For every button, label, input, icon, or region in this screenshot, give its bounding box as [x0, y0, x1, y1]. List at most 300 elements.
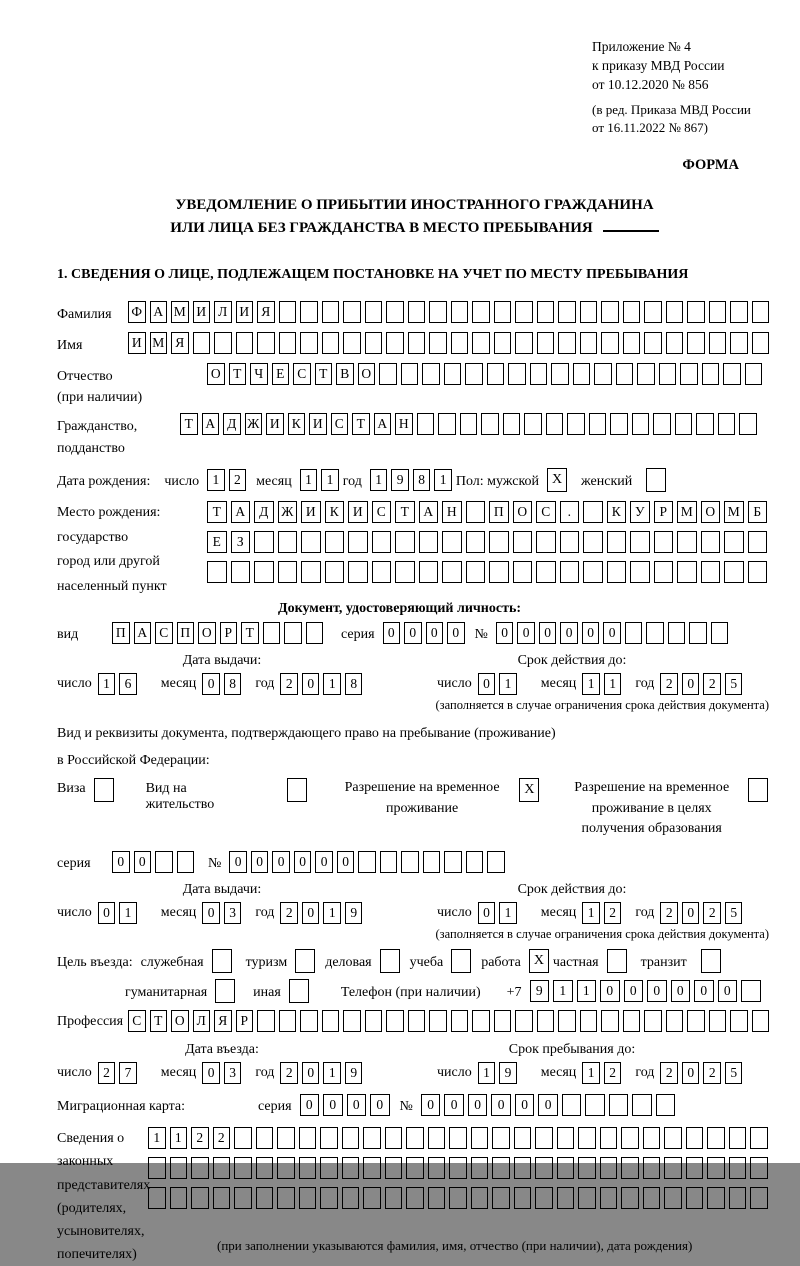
char-cell[interactable]: 1: [499, 902, 517, 924]
char-cell[interactable]: [653, 413, 671, 435]
char-cell[interactable]: 1: [323, 1062, 341, 1084]
char-cell[interactable]: 1: [434, 469, 452, 491]
char-cell[interactable]: [385, 1187, 403, 1209]
char-cell[interactable]: 0: [682, 1062, 700, 1084]
char-cell[interactable]: [644, 332, 662, 354]
identity-issue-year[interactable]: [280, 673, 366, 695]
char-cell[interactable]: [94, 778, 114, 802]
identity-issue-day[interactable]: [98, 673, 141, 695]
char-cell[interactable]: [513, 561, 533, 583]
char-cell[interactable]: К: [607, 501, 627, 523]
char-cell[interactable]: [578, 1127, 596, 1149]
char-cell[interactable]: 0: [98, 902, 116, 924]
char-cell[interactable]: С: [155, 622, 173, 644]
char-cell[interactable]: 2: [280, 902, 298, 924]
char-cell[interactable]: [395, 561, 415, 583]
char-cell[interactable]: [343, 332, 361, 354]
char-cell[interactable]: Д: [223, 413, 241, 435]
purpose-private-checkbox[interactable]: [607, 949, 631, 973]
representatives-row2-boxes[interactable]: [148, 1157, 772, 1179]
char-cell[interactable]: X: [529, 949, 549, 973]
char-cell[interactable]: 0: [112, 851, 130, 873]
char-cell[interactable]: К: [288, 413, 306, 435]
char-cell[interactable]: 0: [560, 622, 578, 644]
char-cell[interactable]: [535, 1187, 553, 1209]
char-cell[interactable]: [580, 1010, 598, 1032]
char-cell[interactable]: [654, 531, 674, 553]
char-cell[interactable]: [686, 1187, 704, 1209]
char-cell[interactable]: И: [236, 301, 254, 323]
char-cell[interactable]: [557, 1127, 575, 1149]
char-cell[interactable]: У: [630, 501, 650, 523]
char-cell[interactable]: 5: [725, 902, 743, 924]
char-cell[interactable]: [748, 561, 768, 583]
birthplace-row2-boxes[interactable]: [207, 531, 771, 553]
char-cell[interactable]: [750, 1187, 768, 1209]
char-cell[interactable]: Р: [236, 1010, 254, 1032]
char-cell[interactable]: [748, 778, 768, 802]
char-cell[interactable]: [471, 1157, 489, 1179]
char-cell[interactable]: [289, 979, 309, 1003]
representatives-row1-boxes[interactable]: [148, 1127, 772, 1149]
char-cell[interactable]: [428, 1157, 446, 1179]
char-cell[interactable]: А: [419, 501, 439, 523]
char-cell[interactable]: [609, 1094, 629, 1116]
char-cell[interactable]: 9: [530, 980, 550, 1002]
char-cell[interactable]: [299, 1127, 317, 1149]
char-cell[interactable]: А: [231, 501, 251, 523]
char-cell[interactable]: [551, 363, 569, 385]
char-cell[interactable]: Д: [254, 501, 274, 523]
char-cell[interactable]: [365, 301, 383, 323]
char-cell[interactable]: 0: [421, 1094, 441, 1116]
char-cell[interactable]: [487, 363, 505, 385]
identity-number-boxes[interactable]: [496, 622, 733, 644]
char-cell[interactable]: [395, 531, 415, 553]
char-cell[interactable]: [718, 413, 736, 435]
char-cell[interactable]: [750, 1157, 768, 1179]
char-cell[interactable]: [406, 1127, 424, 1149]
purpose-work-checkbox[interactable]: [529, 949, 553, 973]
char-cell[interactable]: [696, 413, 714, 435]
char-cell[interactable]: [170, 1187, 188, 1209]
char-cell[interactable]: [686, 1157, 704, 1179]
char-cell[interactable]: [578, 1157, 596, 1179]
char-cell[interactable]: 1: [170, 1127, 188, 1149]
char-cell[interactable]: [687, 1010, 705, 1032]
char-cell[interactable]: [594, 363, 612, 385]
char-cell[interactable]: [646, 468, 666, 492]
char-cell[interactable]: [342, 1127, 360, 1149]
char-cell[interactable]: [254, 531, 274, 553]
char-cell[interactable]: [386, 301, 404, 323]
char-cell[interactable]: [664, 1127, 682, 1149]
char-cell[interactable]: 1: [478, 1062, 496, 1084]
char-cell[interactable]: [535, 1127, 553, 1149]
char-cell[interactable]: [428, 1127, 446, 1149]
residence-issue-day[interactable]: [98, 902, 141, 924]
phone-boxes[interactable]: [530, 980, 765, 1002]
representatives-row3-boxes[interactable]: [148, 1187, 772, 1209]
char-cell[interactable]: А: [150, 301, 168, 323]
char-cell[interactable]: [600, 1187, 618, 1209]
char-cell[interactable]: 2: [98, 1062, 116, 1084]
char-cell[interactable]: [278, 561, 298, 583]
char-cell[interactable]: [750, 1127, 768, 1149]
char-cell[interactable]: [465, 363, 483, 385]
char-cell[interactable]: Л: [193, 1010, 211, 1032]
char-cell[interactable]: [300, 1010, 318, 1032]
char-cell[interactable]: 0: [202, 902, 220, 924]
char-cell[interactable]: [677, 561, 697, 583]
char-cell[interactable]: Я: [214, 1010, 232, 1032]
char-cell[interactable]: И: [193, 301, 211, 323]
char-cell[interactable]: [471, 1187, 489, 1209]
char-cell[interactable]: 8: [224, 673, 242, 695]
char-cell[interactable]: [689, 622, 707, 644]
char-cell[interactable]: [560, 561, 580, 583]
char-cell[interactable]: [419, 561, 439, 583]
char-cell[interactable]: [277, 1187, 295, 1209]
char-cell[interactable]: [449, 1187, 467, 1209]
char-cell[interactable]: А: [374, 413, 392, 435]
char-cell[interactable]: [752, 1010, 770, 1032]
char-cell[interactable]: [536, 561, 556, 583]
char-cell[interactable]: 2: [280, 1062, 298, 1084]
char-cell[interactable]: [254, 561, 274, 583]
char-cell[interactable]: [558, 332, 576, 354]
firstname-boxes[interactable]: [128, 332, 773, 354]
temp-residence-checkbox[interactable]: [519, 778, 543, 802]
char-cell[interactable]: [419, 531, 439, 553]
char-cell[interactable]: [207, 561, 227, 583]
char-cell[interactable]: [277, 1157, 295, 1179]
char-cell[interactable]: 2: [280, 673, 298, 695]
char-cell[interactable]: [632, 413, 650, 435]
char-cell[interactable]: [277, 1127, 295, 1149]
char-cell[interactable]: [372, 531, 392, 553]
char-cell[interactable]: [492, 1127, 510, 1149]
char-cell[interactable]: [449, 1127, 467, 1149]
char-cell[interactable]: [417, 413, 435, 435]
purpose-other-checkbox[interactable]: [289, 979, 313, 1003]
char-cell[interactable]: 0: [671, 980, 691, 1002]
char-cell[interactable]: Е: [207, 531, 227, 553]
char-cell[interactable]: [741, 980, 761, 1002]
char-cell[interactable]: [213, 1187, 231, 1209]
char-cell[interactable]: [408, 1010, 426, 1032]
identity-valid-day[interactable]: [478, 673, 521, 695]
char-cell[interactable]: [607, 561, 627, 583]
char-cell[interactable]: [257, 1010, 275, 1032]
char-cell[interactable]: [677, 531, 697, 553]
char-cell[interactable]: 2: [604, 902, 622, 924]
char-cell[interactable]: 9: [499, 1062, 517, 1084]
residence-permit-card-checkbox[interactable]: [287, 778, 311, 802]
char-cell[interactable]: А: [202, 413, 220, 435]
char-cell[interactable]: [513, 531, 533, 553]
char-cell[interactable]: [583, 501, 603, 523]
char-cell[interactable]: [578, 1187, 596, 1209]
char-cell[interactable]: 0: [447, 622, 465, 644]
char-cell[interactable]: 2: [660, 673, 678, 695]
char-cell[interactable]: [601, 1010, 619, 1032]
char-cell[interactable]: 9: [391, 469, 409, 491]
char-cell[interactable]: [562, 1094, 582, 1116]
char-cell[interactable]: [739, 413, 757, 435]
char-cell[interactable]: [745, 363, 763, 385]
identity-type-boxes[interactable]: [112, 622, 327, 644]
char-cell[interactable]: [668, 622, 686, 644]
char-cell[interactable]: [664, 1157, 682, 1179]
residence-issue-year[interactable]: [280, 902, 366, 924]
char-cell[interactable]: Я: [171, 332, 189, 354]
entry-year[interactable]: [280, 1062, 366, 1084]
char-cell[interactable]: [600, 1157, 618, 1179]
char-cell[interactable]: 1: [577, 980, 597, 1002]
char-cell[interactable]: [659, 363, 677, 385]
char-cell[interactable]: [724, 561, 744, 583]
char-cell[interactable]: [423, 851, 441, 873]
char-cell[interactable]: [408, 301, 426, 323]
char-cell[interactable]: [363, 1157, 381, 1179]
char-cell[interactable]: [656, 1094, 676, 1116]
char-cell[interactable]: 1: [300, 469, 318, 491]
char-cell[interactable]: [193, 332, 211, 354]
char-cell[interactable]: [451, 332, 469, 354]
char-cell[interactable]: 0: [444, 1094, 464, 1116]
char-cell[interactable]: [537, 332, 555, 354]
char-cell[interactable]: 0: [515, 1094, 535, 1116]
char-cell[interactable]: 0: [134, 851, 152, 873]
residence-valid-month[interactable]: [582, 902, 625, 924]
char-cell[interactable]: О: [198, 622, 216, 644]
visa-checkbox[interactable]: [94, 778, 118, 802]
birthplace-row1-boxes[interactable]: [207, 501, 771, 523]
char-cell[interactable]: 2: [660, 902, 678, 924]
char-cell[interactable]: 0: [538, 1094, 558, 1116]
char-cell[interactable]: 1: [207, 469, 225, 491]
char-cell[interactable]: [472, 1010, 490, 1032]
char-cell[interactable]: [666, 332, 684, 354]
char-cell[interactable]: [702, 363, 720, 385]
char-cell[interactable]: [701, 561, 721, 583]
char-cell[interactable]: Я: [257, 301, 275, 323]
char-cell[interactable]: 9: [345, 1062, 363, 1084]
char-cell[interactable]: [623, 332, 641, 354]
char-cell[interactable]: [530, 363, 548, 385]
char-cell[interactable]: [508, 363, 526, 385]
char-cell[interactable]: [492, 1157, 510, 1179]
char-cell[interactable]: 0: [582, 622, 600, 644]
char-cell[interactable]: 1: [148, 1127, 166, 1149]
char-cell[interactable]: [643, 1187, 661, 1209]
char-cell[interactable]: [380, 949, 400, 973]
char-cell[interactable]: Т: [315, 363, 333, 385]
char-cell[interactable]: [583, 561, 603, 583]
char-cell[interactable]: [752, 332, 770, 354]
char-cell[interactable]: [537, 1010, 555, 1032]
char-cell[interactable]: [363, 1187, 381, 1209]
char-cell[interactable]: [600, 1127, 618, 1149]
char-cell[interactable]: О: [171, 1010, 189, 1032]
char-cell[interactable]: [709, 1010, 727, 1032]
char-cell[interactable]: [343, 1010, 361, 1032]
birthdate-day-boxes[interactable]: [207, 469, 250, 491]
char-cell[interactable]: [385, 1127, 403, 1149]
char-cell[interactable]: [637, 363, 655, 385]
char-cell[interactable]: 0: [603, 622, 621, 644]
char-cell[interactable]: X: [547, 468, 567, 492]
char-cell[interactable]: [429, 1010, 447, 1032]
char-cell[interactable]: 2: [660, 1062, 678, 1084]
entry-month[interactable]: [202, 1062, 245, 1084]
patronymic-boxes[interactable]: [207, 363, 766, 385]
char-cell[interactable]: [320, 1157, 338, 1179]
char-cell[interactable]: [503, 413, 521, 435]
char-cell[interactable]: 1: [370, 469, 388, 491]
stay-year[interactable]: [660, 1062, 746, 1084]
char-cell[interactable]: [623, 301, 641, 323]
char-cell[interactable]: [148, 1187, 166, 1209]
char-cell[interactable]: [557, 1157, 575, 1179]
char-cell[interactable]: [666, 1010, 684, 1032]
char-cell[interactable]: С: [331, 413, 349, 435]
char-cell[interactable]: 2: [229, 469, 247, 491]
char-cell[interactable]: [215, 979, 235, 1003]
char-cell[interactable]: [385, 1157, 403, 1179]
char-cell[interactable]: С: [536, 501, 556, 523]
char-cell[interactable]: В: [336, 363, 354, 385]
char-cell[interactable]: 0: [370, 1094, 390, 1116]
char-cell[interactable]: 0: [294, 851, 312, 873]
char-cell[interactable]: [730, 301, 748, 323]
char-cell[interactable]: [675, 413, 693, 435]
char-cell[interactable]: 0: [682, 902, 700, 924]
char-cell[interactable]: [466, 561, 486, 583]
char-cell[interactable]: 8: [345, 673, 363, 695]
char-cell[interactable]: [214, 332, 232, 354]
char-cell[interactable]: 7: [119, 1062, 137, 1084]
char-cell[interactable]: [301, 561, 321, 583]
purpose-study-checkbox[interactable]: [451, 949, 475, 973]
char-cell[interactable]: Н: [395, 413, 413, 435]
char-cell[interactable]: [256, 1157, 274, 1179]
char-cell[interactable]: [701, 531, 721, 553]
birthdate-month-boxes[interactable]: [300, 469, 343, 491]
identity-series-boxes[interactable]: [383, 622, 469, 644]
char-cell[interactable]: X: [519, 778, 539, 802]
char-cell[interactable]: [365, 1010, 383, 1032]
char-cell[interactable]: [666, 301, 684, 323]
char-cell[interactable]: [729, 1157, 747, 1179]
char-cell[interactable]: 3: [224, 1062, 242, 1084]
char-cell[interactable]: [601, 301, 619, 323]
char-cell[interactable]: [306, 622, 324, 644]
char-cell[interactable]: 0: [694, 980, 714, 1002]
char-cell[interactable]: [537, 301, 555, 323]
residence-valid-year[interactable]: [660, 902, 746, 924]
char-cell[interactable]: [580, 332, 598, 354]
purpose-humanitarian-checkbox[interactable]: [215, 979, 239, 1003]
char-cell[interactable]: [460, 413, 478, 435]
char-cell[interactable]: [730, 332, 748, 354]
char-cell[interactable]: [177, 851, 195, 873]
char-cell[interactable]: [514, 1127, 532, 1149]
char-cell[interactable]: [558, 301, 576, 323]
char-cell[interactable]: [583, 531, 603, 553]
char-cell[interactable]: [557, 1187, 575, 1209]
char-cell[interactable]: [406, 1157, 424, 1179]
char-cell[interactable]: [632, 1094, 652, 1116]
char-cell[interactable]: [451, 949, 471, 973]
char-cell[interactable]: [325, 531, 345, 553]
char-cell[interactable]: [401, 851, 419, 873]
char-cell[interactable]: [730, 1010, 748, 1032]
char-cell[interactable]: [301, 531, 321, 553]
purpose-official-checkbox[interactable]: [212, 949, 236, 973]
stay-day[interactable]: [478, 1062, 521, 1084]
char-cell[interactable]: Т: [180, 413, 198, 435]
char-cell[interactable]: 0: [718, 980, 738, 1002]
char-cell[interactable]: 0: [315, 851, 333, 873]
char-cell[interactable]: Б: [748, 501, 768, 523]
char-cell[interactable]: [494, 1010, 512, 1032]
char-cell[interactable]: [621, 1127, 639, 1149]
char-cell[interactable]: [279, 332, 297, 354]
char-cell[interactable]: 6: [119, 673, 137, 695]
char-cell[interactable]: [322, 1010, 340, 1032]
char-cell[interactable]: [284, 622, 302, 644]
char-cell[interactable]: О: [207, 363, 225, 385]
char-cell[interactable]: 0: [426, 622, 444, 644]
char-cell[interactable]: [299, 1187, 317, 1209]
char-cell[interactable]: 0: [496, 622, 514, 644]
char-cell[interactable]: [325, 561, 345, 583]
char-cell[interactable]: [687, 332, 705, 354]
stay-month[interactable]: [582, 1062, 625, 1084]
char-cell[interactable]: [380, 851, 398, 873]
citizenship-boxes[interactable]: [180, 413, 761, 435]
char-cell[interactable]: [514, 1187, 532, 1209]
char-cell[interactable]: [234, 1127, 252, 1149]
char-cell[interactable]: [300, 332, 318, 354]
char-cell[interactable]: [709, 301, 727, 323]
char-cell[interactable]: [278, 531, 298, 553]
char-cell[interactable]: 0: [478, 673, 496, 695]
char-cell[interactable]: [213, 1157, 231, 1179]
char-cell[interactable]: И: [301, 501, 321, 523]
char-cell[interactable]: [701, 949, 721, 973]
char-cell[interactable]: [664, 1187, 682, 1209]
char-cell[interactable]: [515, 332, 533, 354]
char-cell[interactable]: [429, 332, 447, 354]
char-cell[interactable]: [451, 1010, 469, 1032]
char-cell[interactable]: 0: [478, 902, 496, 924]
char-cell[interactable]: [406, 1187, 424, 1209]
char-cell[interactable]: 0: [468, 1094, 488, 1116]
char-cell[interactable]: Е: [272, 363, 290, 385]
char-cell[interactable]: П: [489, 501, 509, 523]
char-cell[interactable]: Ж: [245, 413, 263, 435]
char-cell[interactable]: [481, 413, 499, 435]
char-cell[interactable]: [348, 531, 368, 553]
identity-valid-month[interactable]: [582, 673, 625, 695]
char-cell[interactable]: Т: [207, 501, 227, 523]
char-cell[interactable]: 0: [229, 851, 247, 873]
char-cell[interactable]: [585, 1094, 605, 1116]
char-cell[interactable]: [680, 363, 698, 385]
